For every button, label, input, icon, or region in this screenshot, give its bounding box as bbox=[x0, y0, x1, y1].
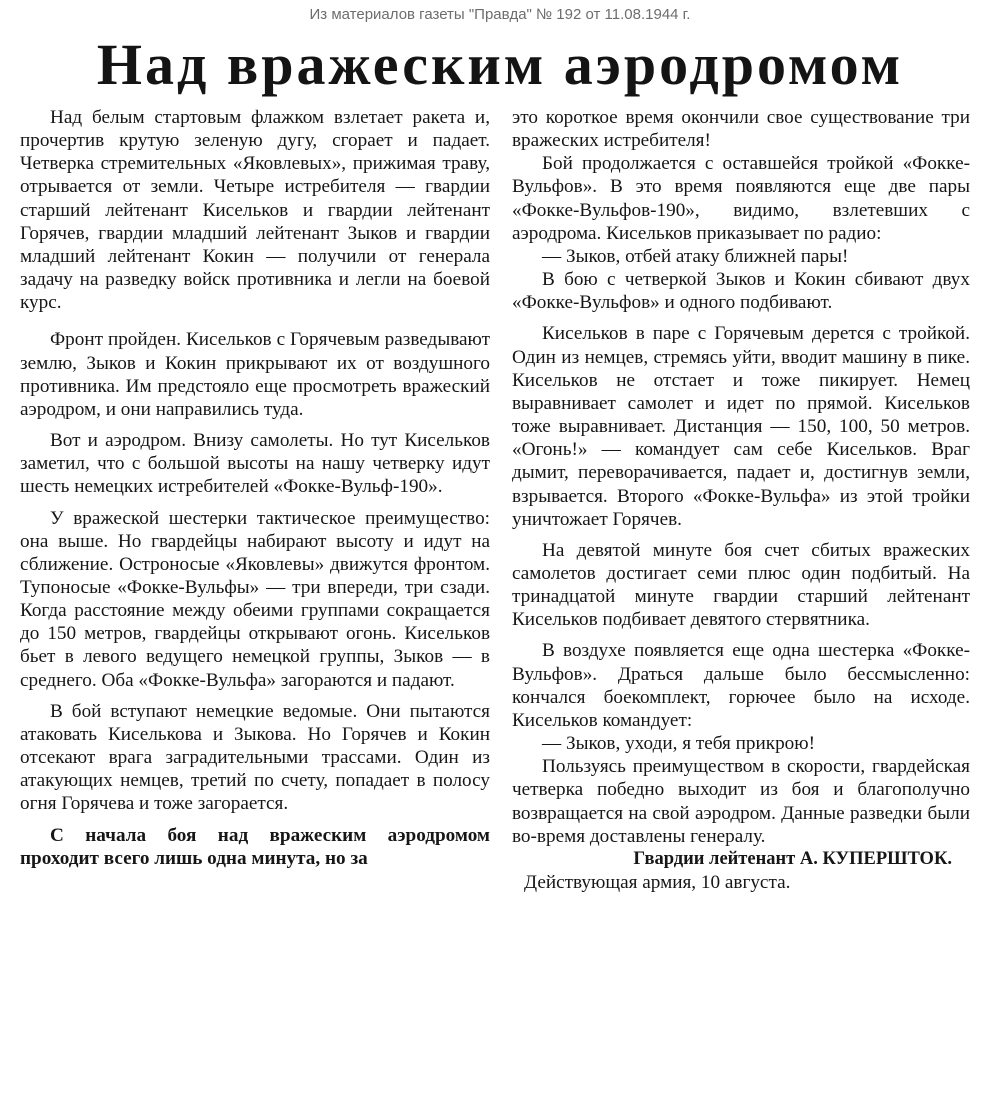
author-signature: Гвардии лейтенант А. КУПЕРШТОК. bbox=[633, 848, 952, 869]
paragraph: В бой вступают немецкие ведомые. Они пытаются атаковать Киселькова и Зыкова. Но Горячев и Кокин отсекают врага заградительными трассами. Один из атакующих немцев, третий по счету, попадает в полосу огня Горячева и тоже загорается. bbox=[20, 700, 490, 815]
paragraph: — Зыков, отбей атаку ближней пары! bbox=[542, 245, 849, 267]
paragraph: Кисельков в паре с Горячевым дерется с тройкой. Один из немцев, стремясь уйти, вводит машину в пике. Кисельков не отстает и тоже пикирует. Немец выравнивает самолет и идет по прямой. Кисельков тоже выравнивает. Дистанция — 150, 100, 50 метров. «Огонь!» — командует сам себе Кисельков. Враг дымит, переворачивается, падает и, достигнув земли, взрывается. Второго «Фокке-Вульфа» из этой тройки уничтожает Горячев. bbox=[512, 323, 970, 530]
article-column-right bbox=[512, 106, 970, 894]
paragraph: Над белым стартовым флажком взлетает ракета и, прочертив крутую зеленую дугу, сгорает и падает. Четверка стремительных «Яковлевых», прижимая траву, отрывается от земли. Четыре истребителя — гвардии старший лейтенант Кисельков и гвардии лейтенант Горячев, гвардии младший лейтенант Зыков и гвардии младший лейтенант Кокин — получили от генерала задачу на разведку войск противника и легли на боевой курс. bbox=[20, 107, 490, 314]
dateline: Действующая армия, 10 августа. bbox=[524, 872, 791, 893]
paragraph: Фронт пройден. Кисельков с Горячевым разведывают землю, Зыков и Кокин прикрывают их от воздушного противника. Им предстояло еще просмотреть вражеский аэродром, и они направились туда. bbox=[20, 329, 490, 420]
source-note: Из материалов газеты "Правда" № 192 от 11.08.1944 г. bbox=[309, 6, 691, 23]
paragraph: — Зыков, уходи, я тебя прикрою! bbox=[542, 733, 815, 755]
paragraph: Пользуясь преимуществом в скорости, гвардейская четверка победно выходит из боя и благополучно возвращается на свой аэродром. Данные разведки были во-время доставлены генералу. bbox=[512, 756, 970, 847]
paragraph: В бою с четверкой Зыков и Кокин сбивают двух «Фокке-Вульфов» и одного подбивают. bbox=[512, 269, 970, 314]
paragraph: В воздухе появляется еще одна шестерка «Фокке-Вульфов». Драться дальше было бессмысленно: кончался боекомплект, горючее было на исходе. Кисельков командует: bbox=[512, 640, 970, 731]
headline: Над вражеским аэродромом bbox=[96, 32, 904, 97]
paragraph: это короткое время окончили свое существование три вражеских истребителя! bbox=[512, 107, 970, 152]
paragraph: С начала боя над вражеским аэродромом проходит всего лишь одна минута, но за bbox=[20, 824, 490, 869]
article-column-left bbox=[20, 106, 490, 870]
paragraph: Вот и аэродром. Внизу самолеты. Но тут Кисельков заметил, что с большой высоты на нашу четверку идут шесть немецких истребителей «Фокке-Вульф-190». bbox=[20, 430, 490, 498]
paragraph: У вражеской шестерки тактическое преимущество: она выше. Но гвардейцы набирают высоту и идут на сближение. Остроносые «Яковлевы» движутся фронтом. Тупоносые «Фокке-Вульфы» — три впереди, три сзади. Когда расстояние между обеими группами сокращается до 150 метров, гвардейцы открывают огонь. Кисельков бьет в левого ведущего немецкой группы, Зыков — в среднего. Оба «Фокке-Вульфа» загораются и падают. bbox=[20, 507, 490, 691]
paragraph: Бой продолжается с оставшейся тройкой «Фокке-Вульфов». В это время появляются еще две пары «Фокке-Вульфов-190», видимо, взлетевших с аэродрома. Кисельков приказывает по радио: bbox=[512, 153, 970, 244]
paragraph: На девятой минуте боя счет сбитых вражеских самолетов достигает семи плюс один подбитый. На тринадцатой минуте гвардии старший лейтенант Кисельков подбивает девятого стервятника. bbox=[512, 539, 970, 631]
